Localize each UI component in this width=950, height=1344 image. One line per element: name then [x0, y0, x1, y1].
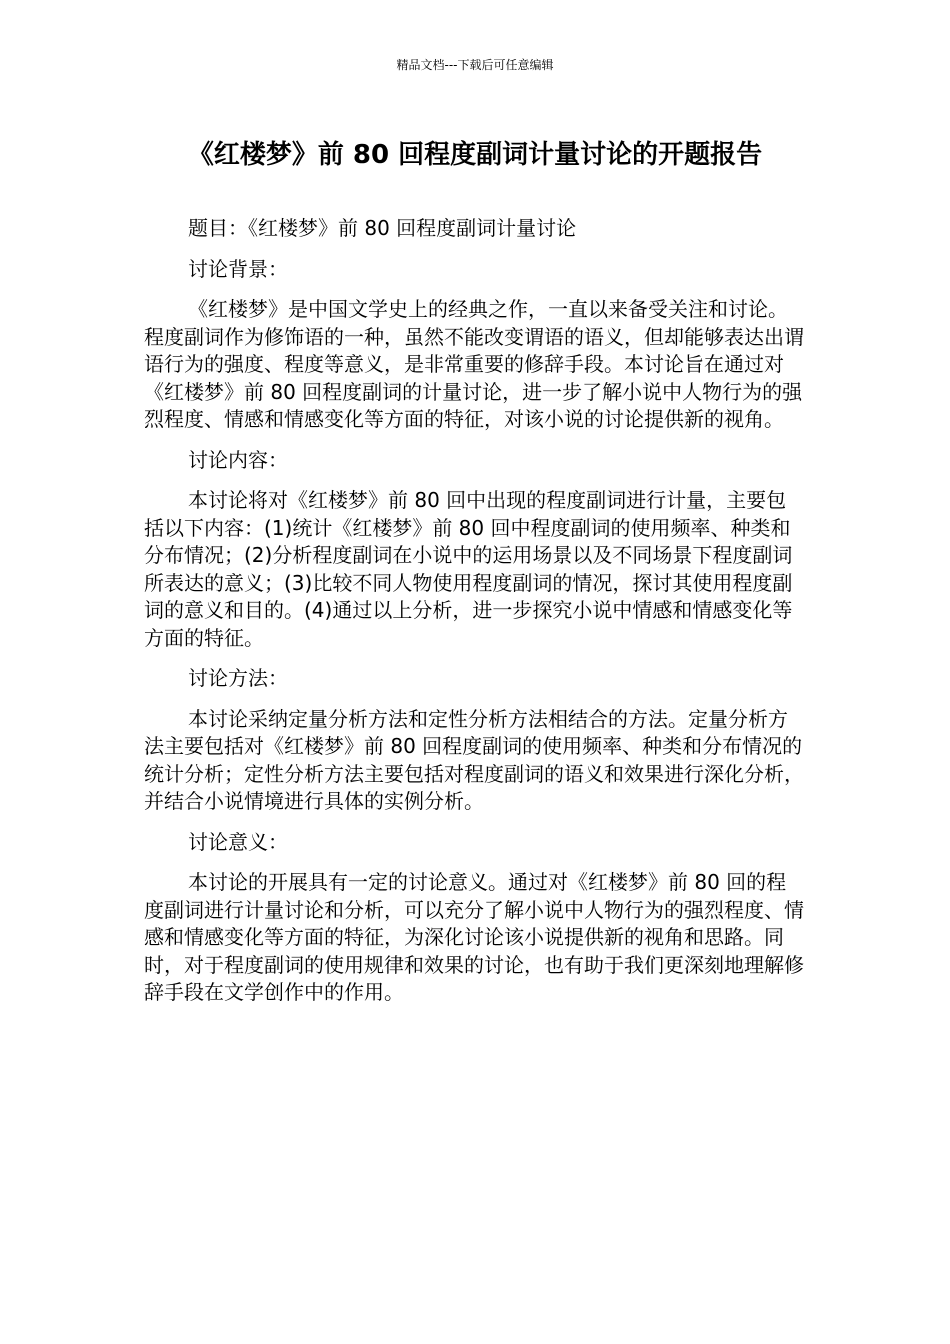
document-title: 《红楼梦》前 80 回程度副词计量讨论的开题报告	[187, 140, 763, 170]
section-method-paragraph: 本讨论采纳定量分析方法和定性分析方法相结合的方法。定量分析方法主要包括对《红楼梦》前 80 回程度副词的使用频率、种类和分布情况的统计分析；定性分析方法主要包括对程度副词的语义和效果进行深化分析，并结合小说情境进行具体的实例分析。	[144, 706, 804, 813]
page-header: 精品文档---下载后可任意编辑	[396, 58, 554, 72]
section-content-label: 讨论内容：	[188, 447, 288, 472]
section-content-paragraph: 本讨论将对《红楼梦》前 80 回中出现的程度副词进行计量，主要包括以下内容：(1)统计《红楼梦》前 80 回中程度副词的使用频率、种类和分布情况；(2)分析程度副词在小说中的运用场景以及不同场景下程度副词所表达的意义；(3)比较不同人物使用程度副词的情况，探讨其使用程度副词的意义和目的。(4)通过以上分析，进一步探究小说中情感和情感变化等方面的特征。	[144, 488, 793, 650]
section-background-paragraph: 《红楼梦》是中国文学史上的经典之作，一直以来备受关注和讨论。程度副词作为修饰语的一种，虽然不能改变谓语的语义，但却能够表达出谓语行为的强度、程度等意义，是非常重要的修辞手段。本讨论旨在通过对《红楼梦》前 80 回程度副词的计量讨论，进一步了解小说中人物行为的强烈程度、情感和情感变化等方面的特征，对该小说的讨论提供新的视角。	[144, 297, 804, 431]
topic-line: 题目：《红楼梦》前 80 回程度副词计量讨论	[188, 216, 577, 240]
section-significance-label: 讨论意义：	[188, 829, 288, 854]
document-body	[144, 215, 806, 1020]
section-method-label: 讨论方法：	[188, 666, 288, 690]
section-significance-paragraph: 本讨论的开展具有一定的讨论意义。通过对《红楼梦》前 80 回的程度副词进行计量讨论和分析，可以充分了解小说中人物行为的强烈程度、情感和情感变化等方面的特征，为深化讨论该小说提供新的视角和思路。同时，对于程度副词的使用规律和效果的讨论，也有助于我们更深刻地理解修辞手段在文学创作中的作用。	[144, 870, 804, 1004]
section-background-label: 讨论背景：	[188, 256, 288, 281]
